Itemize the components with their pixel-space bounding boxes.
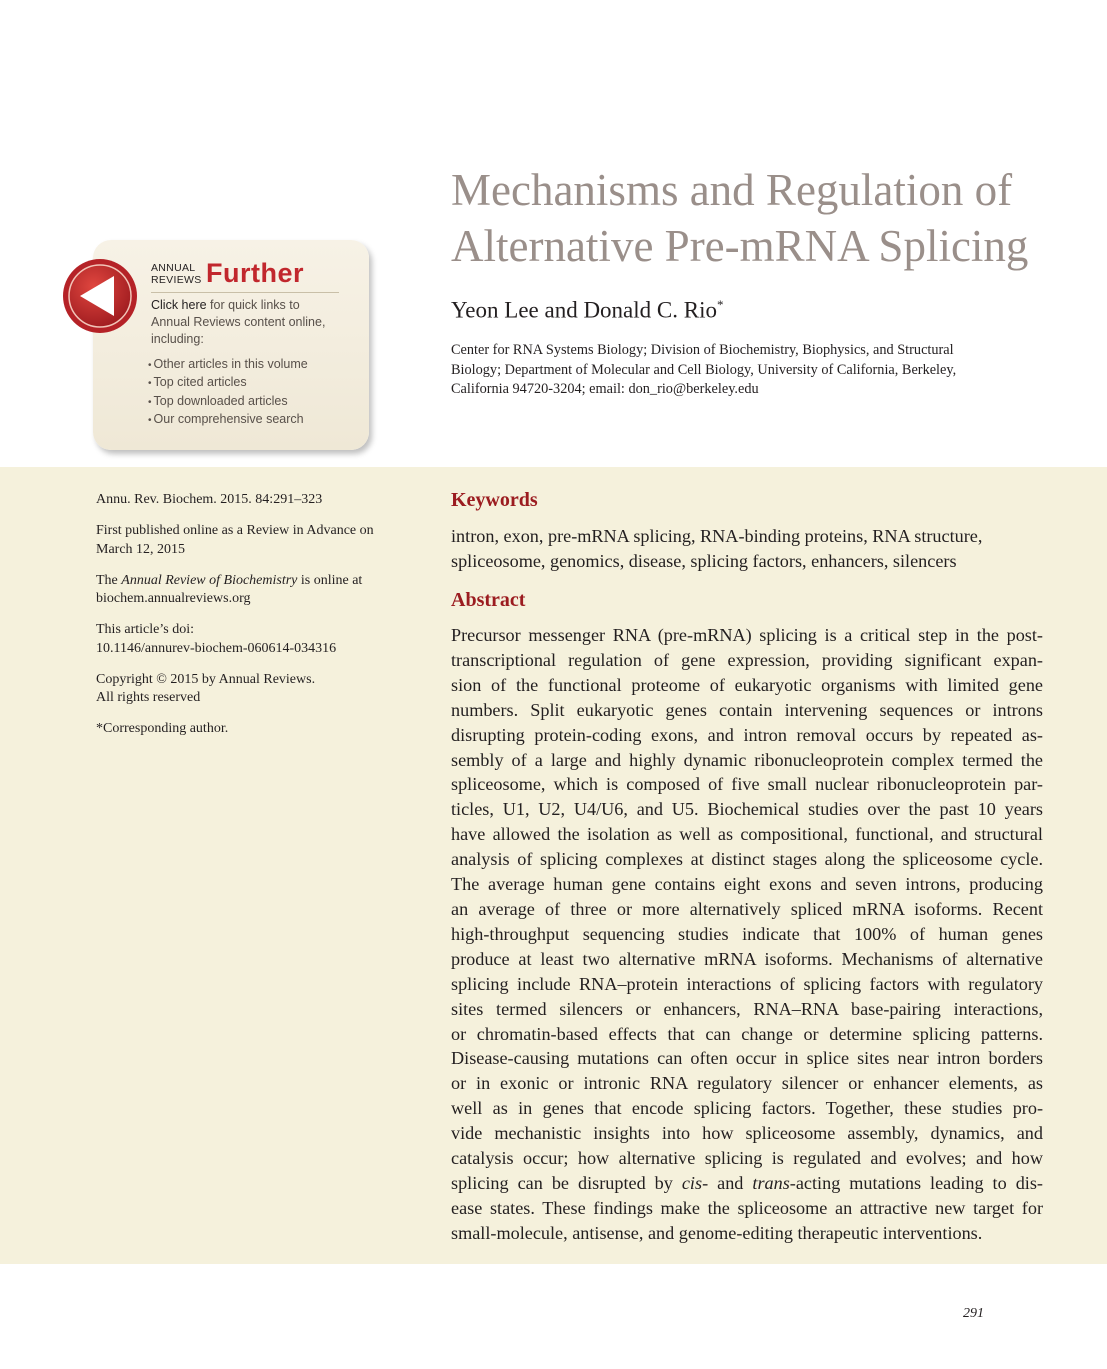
author-names: Yeon Lee and Donald C. Rio bbox=[451, 297, 717, 323]
affiliation-line: Biology; Department of Molecular and Cell Biology, University of California, Berkeley, bbox=[451, 361, 957, 378]
further-links bbox=[148, 356, 308, 429]
link-other-articles[interactable]: • Other articles in this volume bbox=[148, 356, 308, 374]
back-arrow-icon[interactable] bbox=[62, 258, 138, 334]
click-here-link[interactable]: Click here bbox=[151, 298, 207, 312]
journal-url[interactable]: biochem.annualreviews.org bbox=[96, 591, 251, 606]
abstract-text: Precursor messenger RNA (pre-mRNA) splicing is a critical step in the post- transcriptional regulation of gene expression, providing significant expan- sion of the functional proteome of eukaryotic organisms with limited gene numbers. Split eukaryotic genes contain intervening sequences or introns disrupting protein-coding exons, and intron removal occurs by repeated as- sembly of a large and highly dynamic ribonucleoprotein complex termed the spliceosome, which is composed of five small nuclear ribonucleoprotein par- ticles, U1, U2, U4/U6, and U5. Biochemical studies over the past 10 years have allowed the isolation as well as compositional, functional, and structural analysis of splicing complexes at distinct stages along the spliceosome cycle. The average human gene contains eight exons and seven introns, producing an average of three or more alternatively spliced mRNA isoforms. Recent high-throughput sequencing studies indicate that 100% of human genes produce at least two alternative mRNA isoforms. Mechanisms of alternative splicing include RNA–protein interactions of splicing factors with regulatory sites termed silencers or enhancers, RNA–RNA base-pairing interactions, or chromatin-based effects that can change or determine splicing patterns. Disease-causing mutations can often occur in splice sites near intron borders or in exonic or intronic RNA regulatory silencer or enhancer elements, as well as in genes that encode splicing factors. Together, these studies pro- vide mechanistic insights into how spliceosome assembly, dynamics, and catalysis occur; how alternative splicing is regulated and evolves; and how splicing can be disrupted by cis- and trans-acting mutations leading to dis- ease states. These findings make the spliceosome an attractive new target for small-molecule, antisense, and genome-editing therapeutic interventions. bbox=[451, 625, 1043, 1243]
further-label: Further bbox=[206, 258, 304, 288]
further-description: Click here for quick links to Annual Reviews content online, including: bbox=[151, 298, 326, 346]
page-number: 291 bbox=[963, 1306, 984, 1321]
article-title bbox=[451, 162, 1091, 274]
annual-reviews-logo: ANNUAL REVIEWS bbox=[151, 262, 202, 286]
affiliation-line: Center for RNA Systems Biology; Division of Biochemistry, Biophysics, and Structural bbox=[451, 342, 954, 358]
authors bbox=[451, 297, 723, 324]
abstract-line-italics: splicing can be disrupted by cis- and trans-acting mutations leading to dis- bbox=[451, 1172, 1043, 1193]
copyright: Copyright © 2015 by Annual Reviews. All rights reserved bbox=[96, 671, 316, 705]
further-divider bbox=[151, 292, 339, 293]
keywords-heading: Keywords bbox=[451, 489, 538, 511]
link-top-downloaded[interactable]: • Top downloaded articles bbox=[148, 393, 308, 411]
online-location: The Annual Review of Biochemistry is online at biochem.annualreviews.org bbox=[96, 572, 416, 609]
journal-name: Annual Review of Biochemistry bbox=[121, 572, 298, 588]
corresponding-mark: * bbox=[716, 297, 724, 312]
article-metadata bbox=[96, 491, 416, 751]
link-comprehensive-search[interactable]: • Our comprehensive search bbox=[148, 411, 308, 429]
link-top-cited[interactable]: • Top cited articles bbox=[148, 374, 308, 392]
corresponding-note: *Corresponding author. bbox=[96, 721, 229, 736]
keywords-text: intron, exon, pre-mRNA splicing, RNA-binding proteins, RNA structure, spliceosome, genomics, disease, splicing factors, enhancers, silencers bbox=[451, 526, 983, 571]
affiliation-line: California 94720-3204; email: don_rio@berkeley.edu bbox=[451, 381, 759, 397]
doi-link[interactable]: 10.1146/annurev-biochem-060614-034316 bbox=[96, 640, 337, 656]
title-line: Mechanisms and Regulation of bbox=[451, 165, 1013, 215]
title-line: Alternative Pre-mRNA Splicing bbox=[451, 221, 1029, 271]
first-published: First published online as a Review in Advance on March 12, 2015 bbox=[96, 523, 374, 557]
citation: Annu. Rev. Biochem. 2015. 84:291–323 bbox=[96, 492, 323, 507]
affiliation bbox=[451, 341, 1051, 400]
abstract-heading: Abstract bbox=[451, 589, 526, 611]
doi-block: This article’s doi: 10.1146/annurev-biochem-060614-034316 bbox=[96, 621, 416, 658]
